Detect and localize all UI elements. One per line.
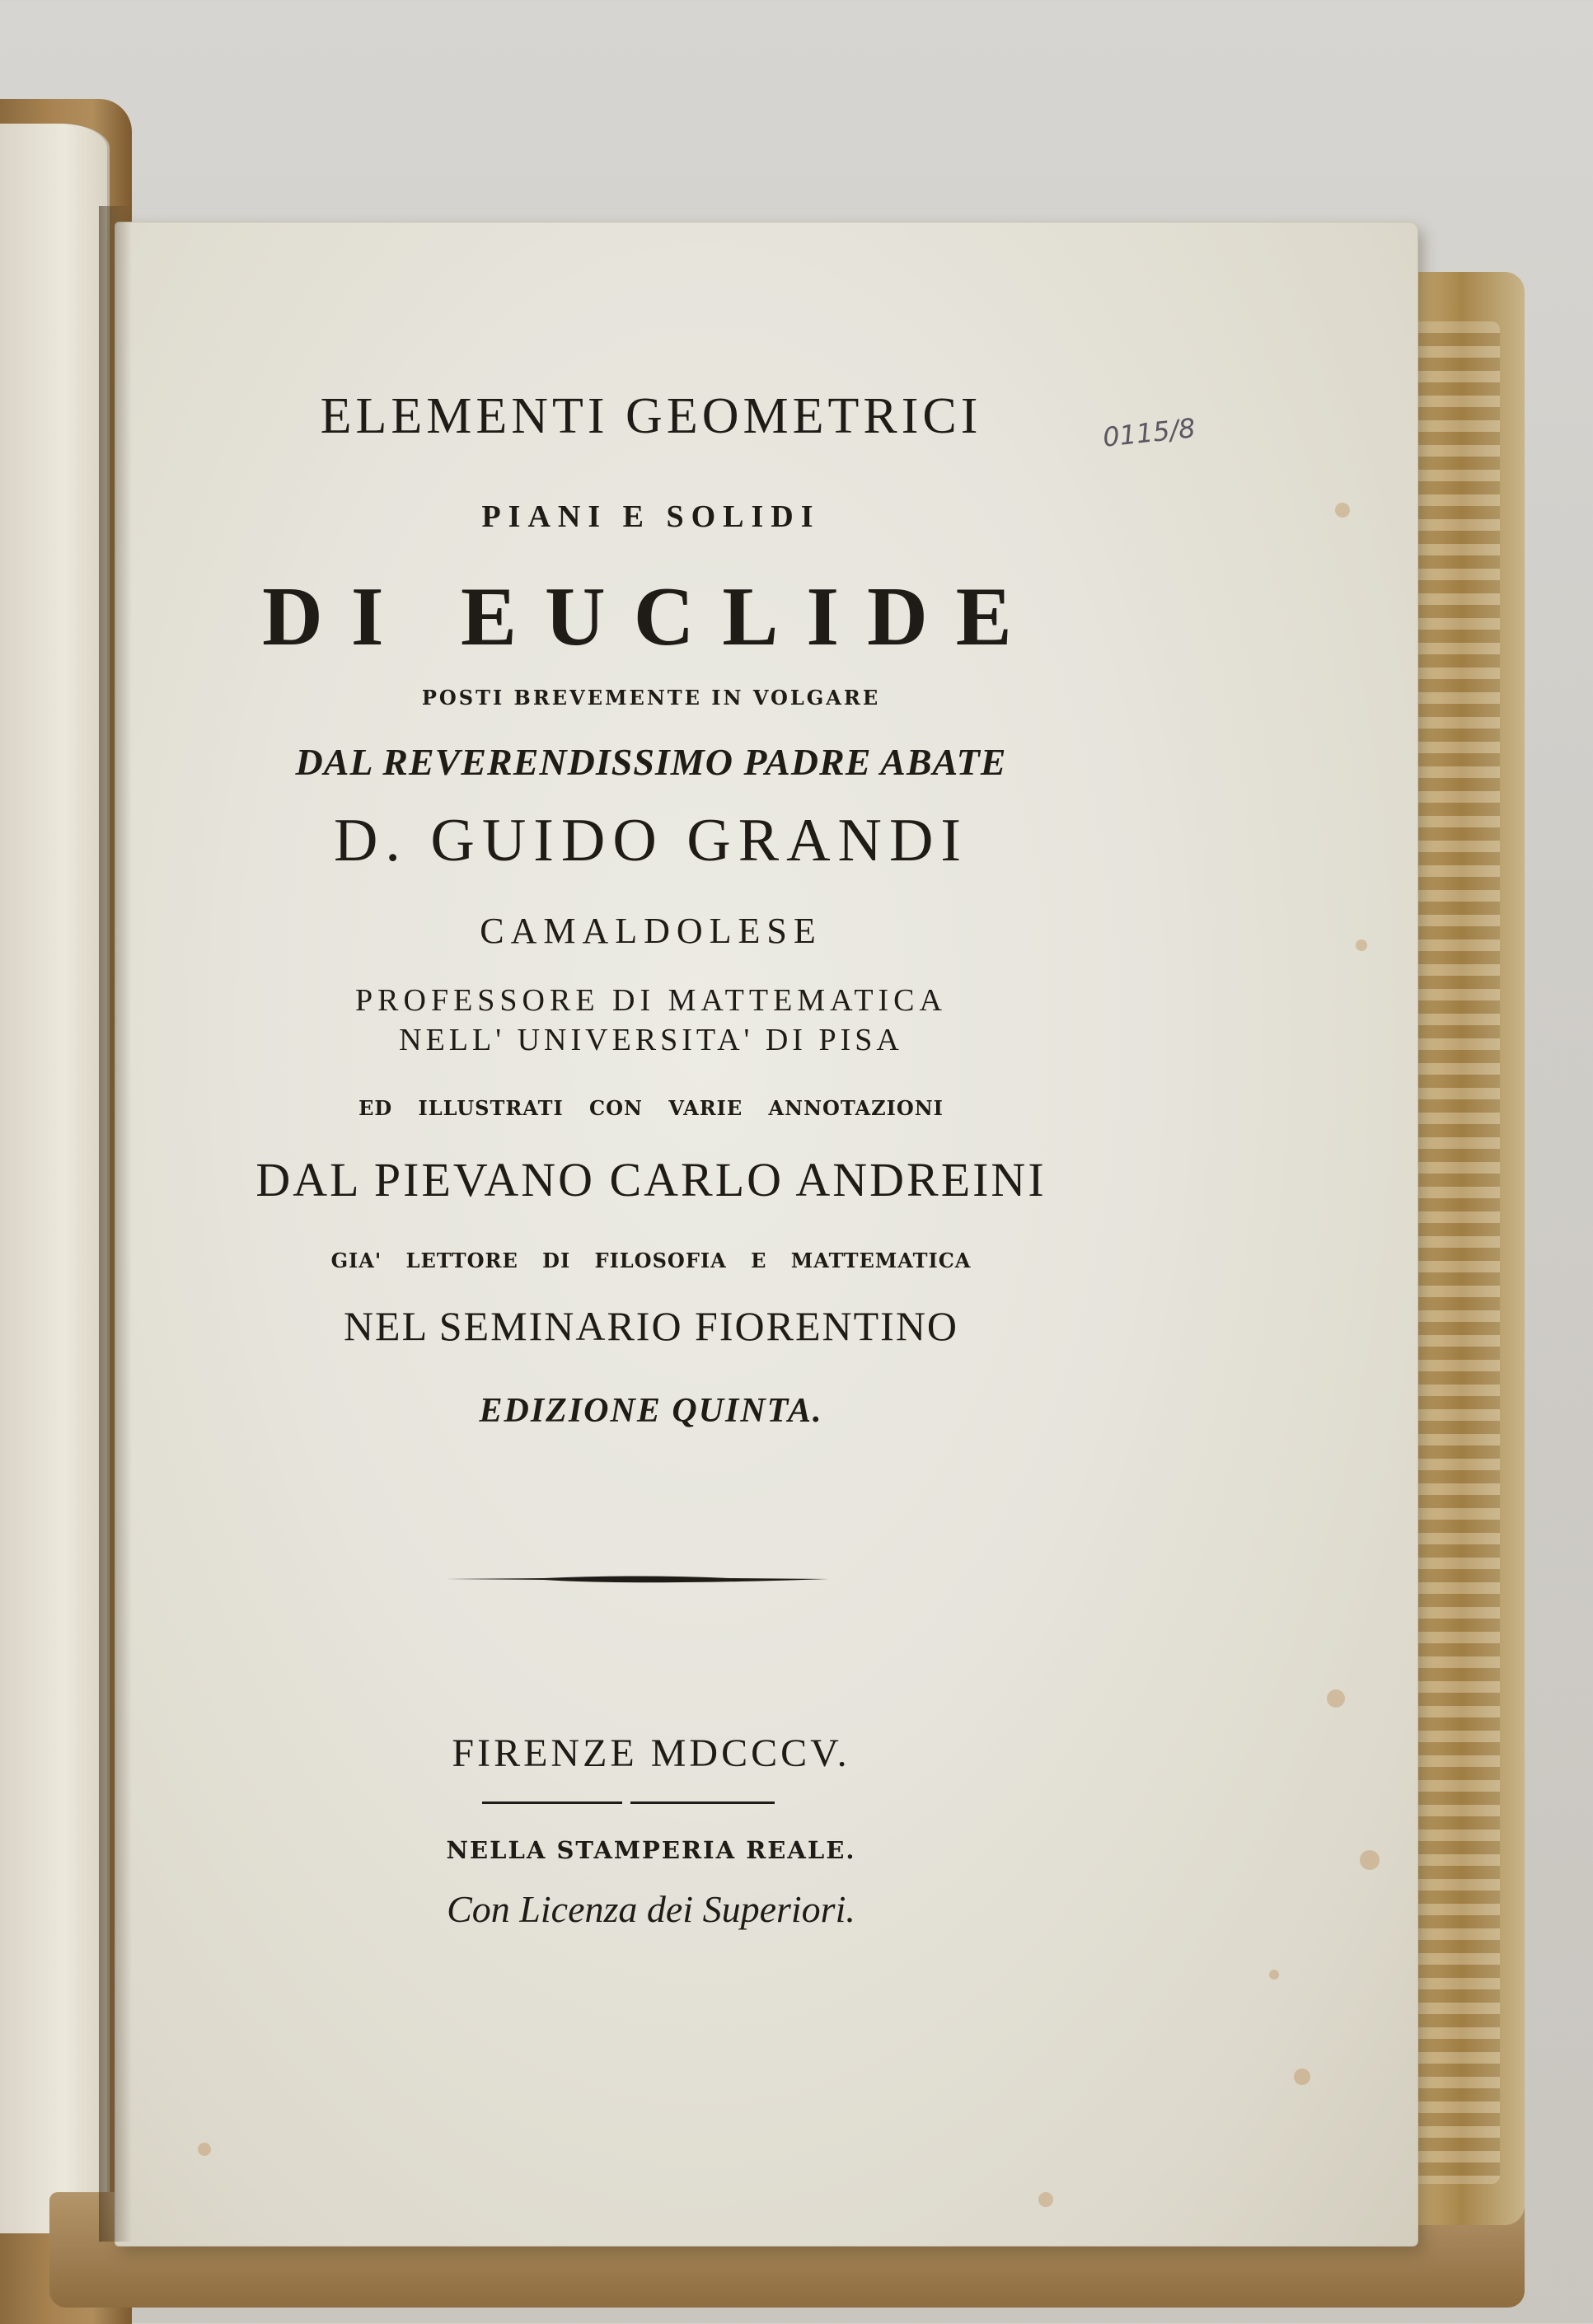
- translator-university: NELL' UNIVERSITA' DI PISA: [399, 1023, 903, 1057]
- foxing-spot: [1360, 1850, 1380, 1870]
- book-title: ELEMENTI GEOMETRICI: [320, 388, 982, 444]
- translation-note: POSTI BREVEMENTE IN VOLGARE: [421, 686, 881, 710]
- foxing-spot: [198, 2143, 211, 2156]
- imprint-place-date: FIRENZE MDCCCV.: [452, 1731, 850, 1775]
- annotation-note: ED ILLUSTRATI CON VARIE ANNOTAZIONI: [358, 1096, 944, 1120]
- foxing-spot: [1038, 2192, 1053, 2207]
- annotator-name: DAL PIEVANO CARLO ANDREINI: [255, 1153, 1047, 1207]
- handwritten-shelfmark: 0115/8: [1101, 412, 1197, 453]
- printer-name: NELLA STAMPERIA REALE.: [446, 1836, 856, 1864]
- translator-name: D. GUIDO GRANDI: [333, 807, 969, 874]
- facing-page-left: [0, 124, 110, 2233]
- foxing-spot: [1294, 2069, 1310, 2085]
- translator-intro: DAL REVERENDISSIMO PADRE ABATE: [295, 741, 1007, 783]
- imprint-rule: [482, 1799, 775, 1807]
- annotator-position: GIA' LETTORE DI FILOSOFIA E MATTEMATICA: [330, 1249, 972, 1272]
- author-euclid: DI EUCLIDE: [262, 570, 1040, 663]
- foxing-spot: [1335, 503, 1350, 518]
- title-subline: PIANI E SOLIDI: [481, 499, 821, 534]
- annotator-seminary: NEL SEMINARIO FIORENTINO: [343, 1303, 959, 1349]
- edition-statement: EDIZIONE QUINTA.: [479, 1392, 823, 1430]
- translator-position: PROFESSORE DI MATTEMATICA: [355, 983, 947, 1018]
- foxing-spot: [1356, 939, 1367, 951]
- translator-order: CAMALDOLESE: [480, 911, 822, 951]
- foxing-spot: [1327, 1689, 1345, 1708]
- ornamental-rule: [445, 1574, 828, 1584]
- foxing-spot: [1269, 1970, 1279, 1980]
- license-statement: Con Licenza dei Superiori.: [447, 1888, 855, 1930]
